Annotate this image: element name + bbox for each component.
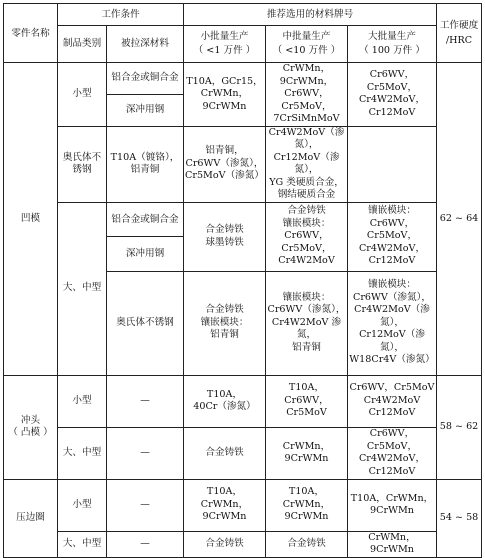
material-austenitic: 奥氏体不锈钢 xyxy=(58,126,107,202)
header-large-batch: 大批量生产 （ 100 万件 ） xyxy=(348,26,437,63)
header-small-batch: 小批量生产 （ <1 万件 ） xyxy=(184,26,266,63)
hardness-blank-holder: 54 ~ 58 xyxy=(437,479,482,557)
table-cell: T10A，GCr15， CrWMn， 9CrWMn xyxy=(184,63,266,127)
table-cell: T10A，CrWMn， 9CrWMn xyxy=(348,479,437,531)
header-part-name: 零件名称 xyxy=(4,4,58,63)
table-cell: 镶嵌模块： Cr6WV，Cr5MoV， Cr4W2MoV， Cr12MoV xyxy=(348,202,437,271)
header-drawn-material: 被拉深材料 xyxy=(107,26,184,63)
hardness-die: 62 ~ 64 xyxy=(437,63,482,376)
category-large-medium: 大、中型 xyxy=(58,202,107,375)
table-cell: T10A， 40Cr（渗氮） xyxy=(184,375,266,427)
table-cell: T10A，CrWMn， 9CrWMn xyxy=(266,479,348,531)
table-cell: 合金铸铁 镶嵌模块： Cr6WV，Cr5MoV， Cr4W2MoV xyxy=(266,202,348,271)
category-large-medium: 大、中型 xyxy=(58,427,107,479)
die-material-selection-table xyxy=(3,3,482,558)
part-blank-holder: 压边圈 xyxy=(4,479,58,557)
header-work-conditions: 工作条件 xyxy=(58,4,184,26)
table-cell: 镶嵌模块： Cr6WV（渗氮）， Cr4W2MoV（渗氮）， Cr12MoV（渗氮）， W18Cr4V（渗氮） xyxy=(348,271,437,375)
table-cell: 镶嵌模块： Cr6WV（渗氮）， Cr4W2MoV 渗氮， 铝青铜 xyxy=(266,271,348,375)
part-punch: 冲头 （ 凸模 ） xyxy=(4,375,58,479)
header-product-category: 制品类别 xyxy=(58,26,107,63)
table-cell: 合金铸铁 xyxy=(266,531,348,557)
material-none: — xyxy=(107,427,184,479)
table-cell: CrWMn，9CrWMn， Cr6WV，Cr5MoV， 7CrSiMnMoV xyxy=(266,63,348,127)
table-cell: CrWMn， 9CrWMn xyxy=(266,427,348,479)
table-cell: Cr6WV，Cr5MoV， Cr4W2MoV， Cr12MoV xyxy=(348,63,437,127)
header-recommended-materials: 推荐选用的材料牌号 xyxy=(184,4,437,26)
material-none: — xyxy=(107,375,184,427)
category-large-medium: 大、中型 xyxy=(58,531,107,557)
category-small: 小型 xyxy=(58,63,107,127)
table-cell: 合金铸铁 镶嵌模块： 铝青铜 xyxy=(184,271,266,375)
table-cell: T10A（镀铬）， 铝青铜 xyxy=(107,126,184,202)
header-medium-batch: 中批量生产 （ <10 万件 ） xyxy=(266,26,348,63)
material-al-cu: 铝合金或铜合金 xyxy=(107,63,184,95)
table-cell: 铝青铜， Cr6WV（渗氮）， Cr5MoV（渗氮） xyxy=(184,126,266,202)
material-stack xyxy=(107,202,184,271)
header-hardness: 工作硬度 /HRC xyxy=(437,4,482,63)
category-small: 小型 xyxy=(58,375,107,427)
table-cell: T10A， CrWMn， 9CrWMn xyxy=(184,479,266,531)
material-none: — xyxy=(107,531,184,557)
table-cell: Cr6WV，Cr5MoV， Cr4W2MoV， Cr12MoV xyxy=(348,427,437,479)
part-die: 凹模 xyxy=(4,63,58,376)
material-austenitic: 奥氏体不锈钢 xyxy=(107,271,184,375)
table-cell: Cr4W2MoV（渗氮）， Cr12MoV（渗氮）， YG 类硬质合金， 钢结硬质合金 xyxy=(266,126,348,202)
table-cell: 合金铸铁 xyxy=(184,531,266,557)
material-al-cu: 铝合金或铜合金 xyxy=(107,203,183,237)
material-deep-steel: 深冲用钢 xyxy=(125,247,165,259)
table-cell: CrWMn，9CrWMn xyxy=(348,531,437,557)
table-cell: 合金铸铁 xyxy=(184,427,266,479)
material-deep-steel: 深冲用钢 xyxy=(107,94,184,126)
material-none: — xyxy=(107,479,184,531)
table-cell: 合金铸铁 球墨铸铁 xyxy=(184,202,266,271)
table-cell: T10A， Cr6WV，Cr5MoV xyxy=(266,375,348,427)
table-cell: Cr6WV，Cr5MoV Cr4W2MoV Cr12MoV xyxy=(348,375,437,427)
hardness-punch: 58 ~ 62 xyxy=(437,375,482,479)
category-small: 小型 xyxy=(58,479,107,531)
